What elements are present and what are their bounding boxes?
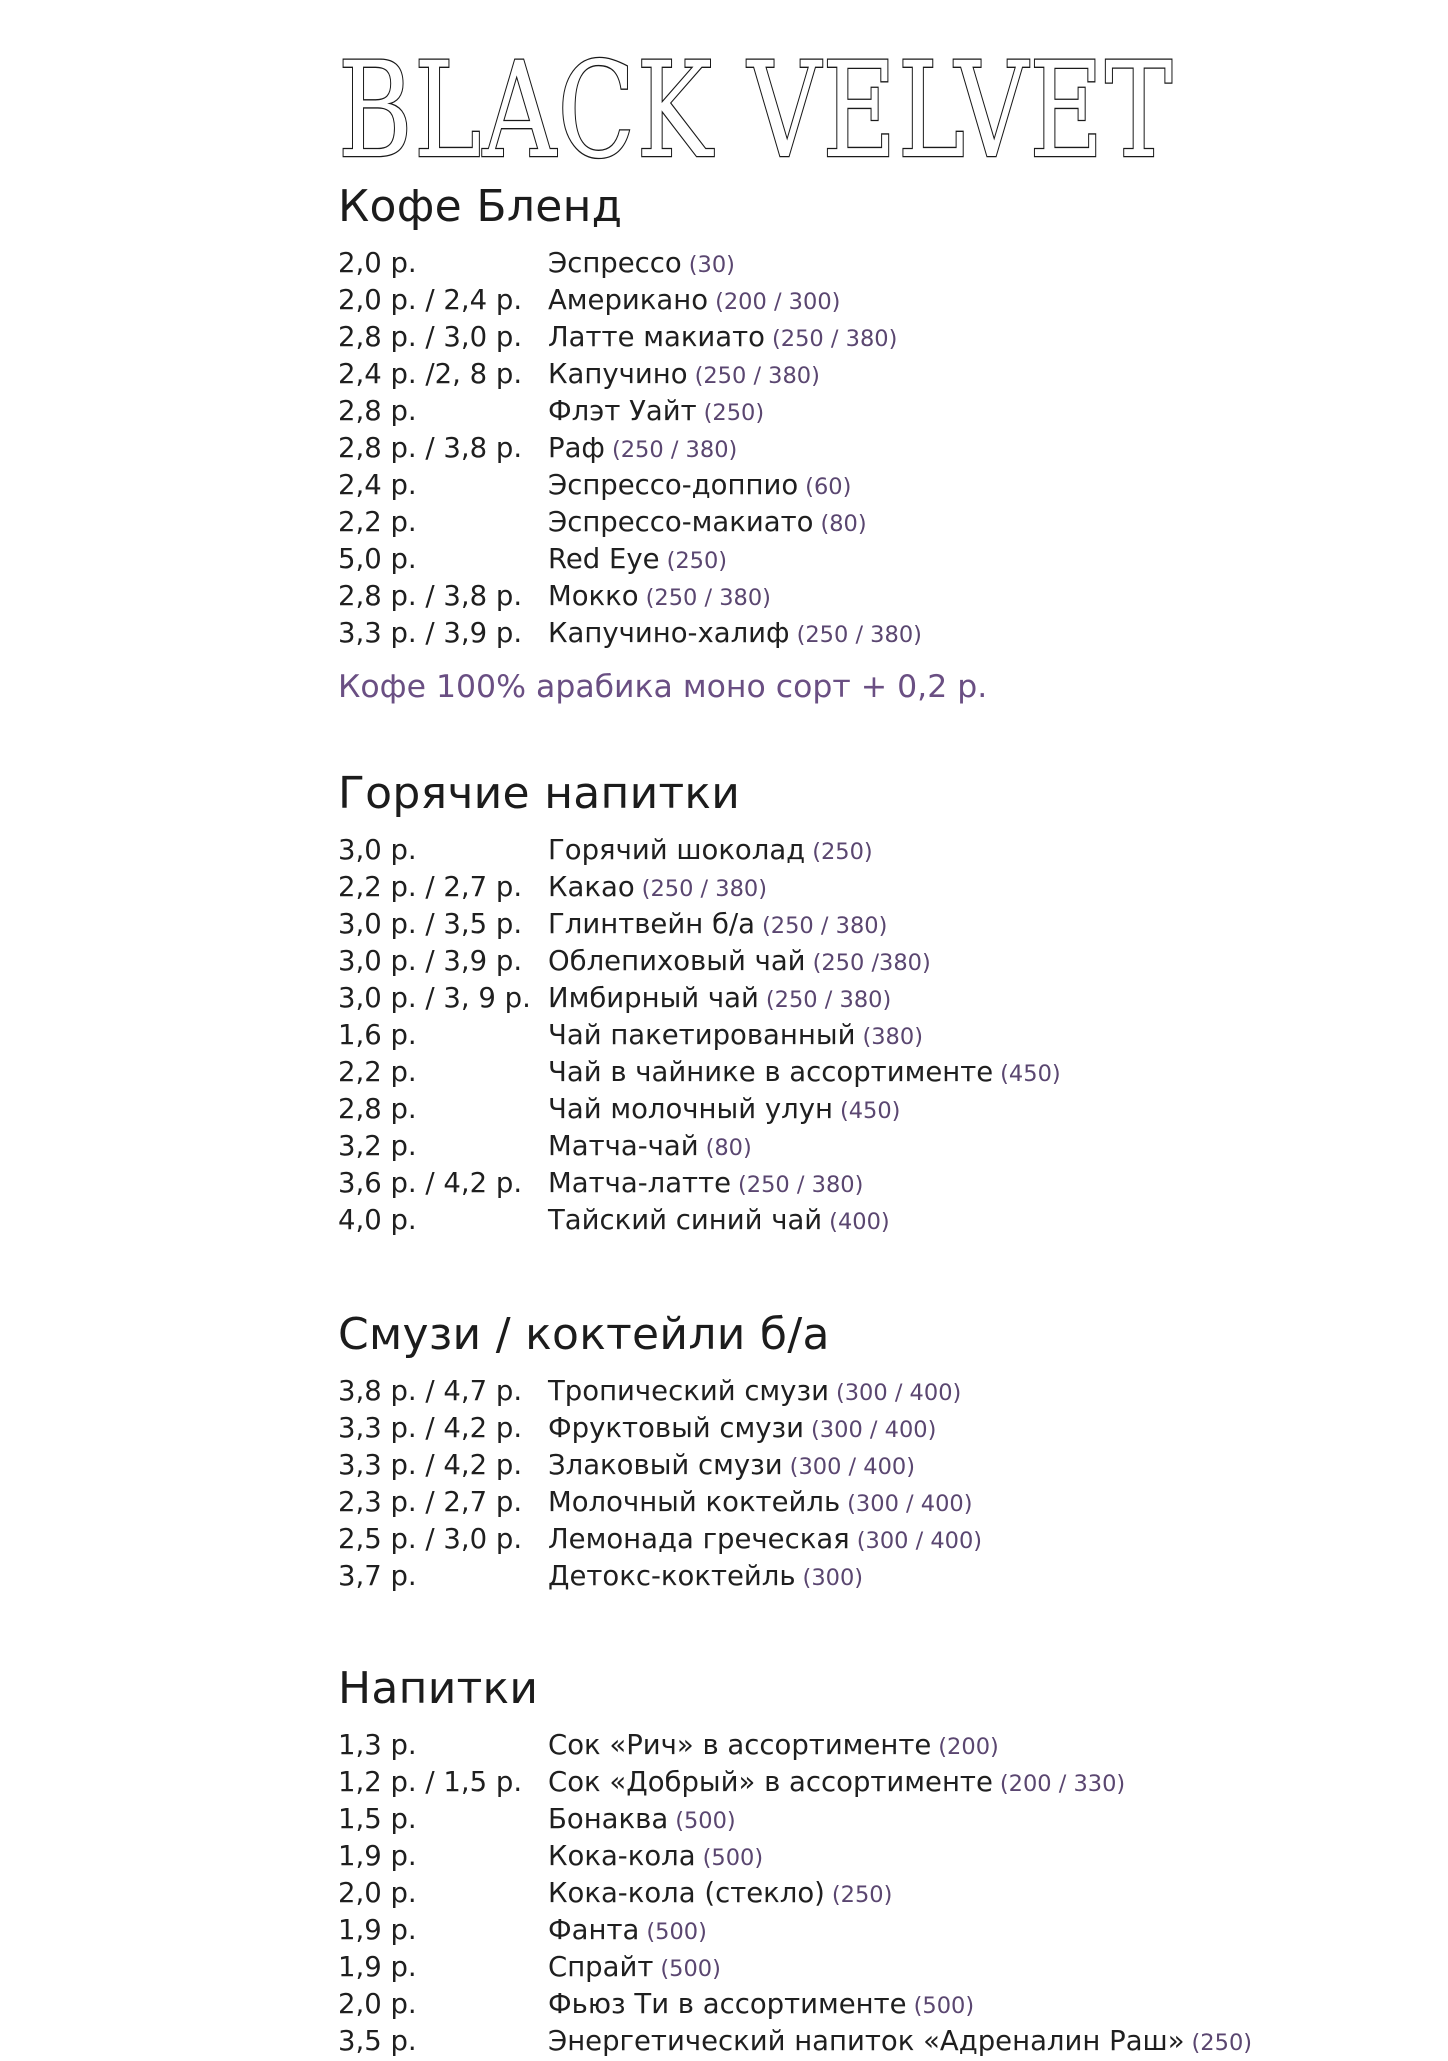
menu-item <box>338 870 1338 907</box>
section-drinks <box>338 1660 1338 2061</box>
menu-item <box>338 1913 1338 1950</box>
item-description <box>548 505 1338 542</box>
item-description <box>548 1559 1338 1596</box>
item-description <box>548 870 1338 907</box>
item-volume: (250 / 380) <box>738 1172 864 1198</box>
menu-item <box>338 1374 1338 1411</box>
item-volume: (200) <box>938 1734 999 1760</box>
item-price: 3,6 р. / 4,2 р. <box>338 1167 523 1199</box>
item-name: Чай молочный улун <box>548 1093 833 1125</box>
item-name: Тайский синий чай <box>548 1204 823 1236</box>
brand-logo <box>338 34 1178 188</box>
item-volume: (300 / 400) <box>856 1528 983 1554</box>
item-description <box>548 1485 1338 1522</box>
item-volume: (450) <box>1000 1061 1061 1087</box>
menu-item <box>338 616 1338 653</box>
menu-item <box>338 283 1338 320</box>
item-volume: (60) <box>805 474 852 500</box>
item-price: 3,3 р. / 4,2 р. <box>338 1412 523 1444</box>
item-volume: (250 / 380) <box>645 585 771 611</box>
item-volume: (30) <box>688 252 735 278</box>
item-volume: (250) <box>812 839 873 865</box>
menu-item <box>338 542 1338 579</box>
item-volume: (500) <box>675 1808 736 1834</box>
section-title: Напитки <box>338 1663 539 1714</box>
menu-item <box>338 1129 1338 1166</box>
menu-item <box>338 1728 1338 1765</box>
item-description <box>548 357 1338 394</box>
item-description <box>548 320 1338 357</box>
menu-item <box>338 944 1338 981</box>
item-name: Эспрессо-макиато <box>548 506 814 538</box>
item-name: Мокко <box>548 580 639 612</box>
item-price: 4,0 р. <box>338 1204 417 1236</box>
item-description <box>548 431 1338 468</box>
item-description <box>548 944 1338 981</box>
menu-item <box>338 1448 1338 1485</box>
item-name: Кока-кола (стекло) <box>548 1877 825 1909</box>
item-volume: (250 / 380) <box>694 363 820 389</box>
menu-item <box>338 1018 1338 1055</box>
item-description <box>548 542 1338 579</box>
item-description <box>548 1728 1338 1765</box>
item-volume: (250 / 380) <box>796 622 922 648</box>
item-price: 2,0 р. <box>338 247 417 279</box>
item-description <box>548 981 1338 1018</box>
section-coffee-blend <box>338 178 1338 707</box>
item-list <box>338 1374 1338 1596</box>
item-name: Глинтвейн б/а <box>548 908 756 940</box>
item-volume: (500) <box>913 1993 975 2019</box>
item-price: 3,2 р. <box>338 1130 417 1162</box>
item-price: 2,8 р. / 3,0 р. <box>338 321 523 353</box>
menu-item <box>338 394 1338 431</box>
item-description <box>548 1374 1338 1411</box>
item-name: Детокс-коктейль <box>548 1560 796 1592</box>
item-price: 5,0 р. <box>338 543 417 575</box>
section-title: Горячие напитки <box>338 768 741 819</box>
item-name: Чай пакетированный <box>548 1019 856 1051</box>
item-description <box>548 1166 1338 1203</box>
item-description <box>548 394 1338 431</box>
item-description <box>548 1987 1338 2024</box>
item-name: Злаковый смузи <box>548 1449 783 1481</box>
item-description <box>548 1876 1338 1913</box>
item-price: 3,0 р. / 3, 9 р. <box>338 982 531 1014</box>
item-volume: (250) <box>666 548 728 574</box>
menu-item <box>338 1765 1338 1802</box>
item-volume: (500) <box>646 1919 707 1945</box>
item-list <box>338 1728 1338 2061</box>
item-description <box>548 1913 1338 1950</box>
item-price: 3,8 р. / 4,7 р. <box>338 1375 523 1407</box>
menu-item <box>338 505 1338 542</box>
item-description <box>548 1765 1338 1802</box>
item-volume: (250 / 380) <box>765 987 892 1013</box>
brand-logo-wordmark <box>338 34 1178 188</box>
item-volume: (250) <box>1191 2030 1253 2056</box>
item-volume: (300) <box>802 1565 864 1591</box>
item-name: Red Eye <box>548 543 660 575</box>
menu-item <box>338 1485 1338 1522</box>
menu-item <box>338 579 1338 616</box>
menu-item <box>338 1411 1338 1448</box>
item-name: Матча-чай <box>548 1130 699 1162</box>
menu-item <box>338 1987 1338 2024</box>
item-name: Фруктовый смузи <box>548 1412 805 1444</box>
item-description <box>548 468 1338 505</box>
menu-item <box>338 1839 1338 1876</box>
item-description <box>548 2024 1338 2061</box>
item-name: Имбирный чай <box>548 982 759 1014</box>
item-name: Капучино-халиф <box>548 617 790 649</box>
menu-item <box>338 907 1338 944</box>
item-list <box>338 833 1338 1240</box>
menu-item <box>338 1092 1338 1129</box>
item-price: 1,5 р. <box>338 1803 417 1835</box>
section-smoothies <box>338 1306 1338 1596</box>
item-description <box>548 246 1338 283</box>
item-name: Флэт Уайт <box>548 395 697 427</box>
item-price: 2,4 р. <box>338 469 417 501</box>
item-name: Сок «Добрый» в ассортименте <box>548 1766 993 1798</box>
item-name: Американо <box>548 284 709 316</box>
menu <box>338 178 1338 2061</box>
item-volume: (250 /380) <box>812 950 931 976</box>
item-volume: (250 / 380) <box>641 876 768 902</box>
section-title: Кофе Бленд <box>338 181 623 232</box>
item-price: 2,0 р. <box>338 1877 417 1909</box>
item-list <box>338 246 1338 653</box>
item-name: Фьюз Ти в ассортименте <box>548 1988 907 2020</box>
item-name: Облепиховый чай <box>548 945 806 977</box>
item-price: 1,3 р. <box>338 1729 417 1761</box>
menu-item <box>338 246 1338 283</box>
item-name: Раф <box>548 432 605 464</box>
item-volume: (500) <box>702 1845 764 1871</box>
menu-item <box>338 1802 1338 1839</box>
item-volume: (250) <box>703 400 765 426</box>
item-volume: (250 / 380) <box>762 913 888 939</box>
item-description <box>548 907 1338 944</box>
item-description <box>548 616 1338 653</box>
item-volume: (250) <box>831 1882 893 1908</box>
item-volume: (200 / 330) <box>999 1771 1126 1797</box>
item-description <box>548 833 1338 870</box>
item-name: Эспрессо <box>548 247 682 279</box>
item-name: Бонаква <box>548 1803 669 1835</box>
arabica-note: Кофе 100% арабика моно сорт + 0,2 р. <box>338 669 988 705</box>
item-volume: (250 / 380) <box>611 437 738 463</box>
item-volume: (300 / 400) <box>811 1417 937 1443</box>
item-description <box>548 1411 1338 1448</box>
item-price: 2,2 р. <box>338 506 417 538</box>
item-volume: (300 / 400) <box>835 1380 962 1406</box>
item-description <box>548 579 1338 616</box>
item-description <box>548 1203 1338 1240</box>
menu-item <box>338 1522 1338 1559</box>
menu-item <box>338 1166 1338 1203</box>
item-price: 1,9 р. <box>338 1840 417 1872</box>
item-description <box>548 1839 1338 1876</box>
item-price: 3,3 р. / 4,2 р. <box>338 1449 523 1481</box>
section-hot-drinks <box>338 765 1338 1240</box>
item-name: Молочный коктейль <box>548 1486 841 1518</box>
menu-item <box>338 1055 1338 1092</box>
item-volume: (80) <box>820 511 867 537</box>
item-price: 2,8 р. / 3,8 р. <box>338 580 523 612</box>
item-price: 2,2 р. / 2,7 р. <box>338 871 523 903</box>
item-price: 3,5 р. <box>338 2025 417 2057</box>
item-price: 2,8 р. <box>338 1093 417 1125</box>
item-price: 1,2 р. / 1,5 р. <box>338 1766 523 1798</box>
item-price: 1,9 р. <box>338 1914 417 1946</box>
item-volume: (450) <box>839 1098 901 1124</box>
item-name: Эспрессо-доппио <box>548 469 799 501</box>
item-price: 3,0 р. / 3,9 р. <box>338 945 523 977</box>
menu-item <box>338 320 1338 357</box>
item-price: 2,5 р. / 3,0 р. <box>338 1523 523 1555</box>
item-price: 2,8 р. / 3,8 р. <box>338 432 523 464</box>
menu-item <box>338 468 1338 505</box>
item-description <box>548 1448 1338 1485</box>
item-name: Латте макиато <box>548 321 766 353</box>
item-name: Лемонада греческая <box>548 1523 850 1555</box>
brand-name: BLACK VELVET <box>338 34 1174 188</box>
item-price: 2,4 р. /2, 8 р. <box>338 358 523 390</box>
item-description <box>548 1092 1338 1129</box>
item-price: 3,0 р. / 3,5 р. <box>338 908 523 940</box>
item-name: Какао <box>548 871 635 903</box>
item-description <box>548 1055 1338 1092</box>
item-name: Горячий шоколад <box>548 834 806 866</box>
item-volume: (250 / 380) <box>772 326 898 352</box>
item-description <box>548 283 1338 320</box>
item-description <box>548 1129 1338 1166</box>
item-volume: (380) <box>862 1024 923 1050</box>
item-name: Фанта <box>548 1914 640 1946</box>
menu-item <box>338 1876 1338 1913</box>
menu-item <box>338 431 1338 468</box>
item-description <box>548 1018 1338 1055</box>
item-price: 2,2 р. <box>338 1056 417 1088</box>
item-volume: (500) <box>660 1956 721 1982</box>
item-name: Тропический смузи <box>548 1375 829 1407</box>
item-price: 2,8 р. <box>338 395 417 427</box>
menu-item <box>338 1559 1338 1596</box>
item-name: Спрайт <box>548 1951 654 1983</box>
item-name: Сок «Рич» в ассортименте <box>548 1729 932 1761</box>
item-price: 2,0 р. / 2,4 р. <box>338 284 523 316</box>
item-price: 3,7 р. <box>338 1560 417 1592</box>
item-volume: (200 / 300) <box>715 289 841 315</box>
item-name: Матча-латте <box>548 1167 732 1199</box>
item-description <box>548 1950 1338 1987</box>
menu-item <box>338 1203 1338 1240</box>
menu-item <box>338 833 1338 870</box>
item-price: 1,9 р. <box>338 1951 417 1983</box>
item-description <box>548 1522 1338 1559</box>
menu-item <box>338 981 1338 1018</box>
item-price: 1,6 р. <box>338 1019 417 1051</box>
item-volume: (80) <box>705 1135 752 1161</box>
item-price: 3,0 р. <box>338 834 417 866</box>
item-price: 2,3 р. / 2,7 р. <box>338 1486 523 1518</box>
item-volume: (300 / 400) <box>789 1454 916 1480</box>
item-volume: (400) <box>829 1209 890 1235</box>
item-price: 3,3 р. / 3,9 р. <box>338 617 523 649</box>
item-name: Энергетический напиток «Адреналин Раш» <box>548 2025 1185 2057</box>
item-name: Чай в чайнике в ассортименте <box>548 1056 994 1088</box>
item-volume: (300 / 400) <box>847 1491 973 1517</box>
section-title: Смузи / коктейли б/а <box>338 1309 830 1360</box>
item-name: Кока-кола <box>548 1840 696 1872</box>
item-price: 2,0 р. <box>338 1988 417 2020</box>
item-name: Капучино <box>548 358 688 390</box>
item-description <box>548 1802 1338 1839</box>
menu-item <box>338 2024 1338 2061</box>
menu-item <box>338 1950 1338 1987</box>
menu-item <box>338 357 1338 394</box>
